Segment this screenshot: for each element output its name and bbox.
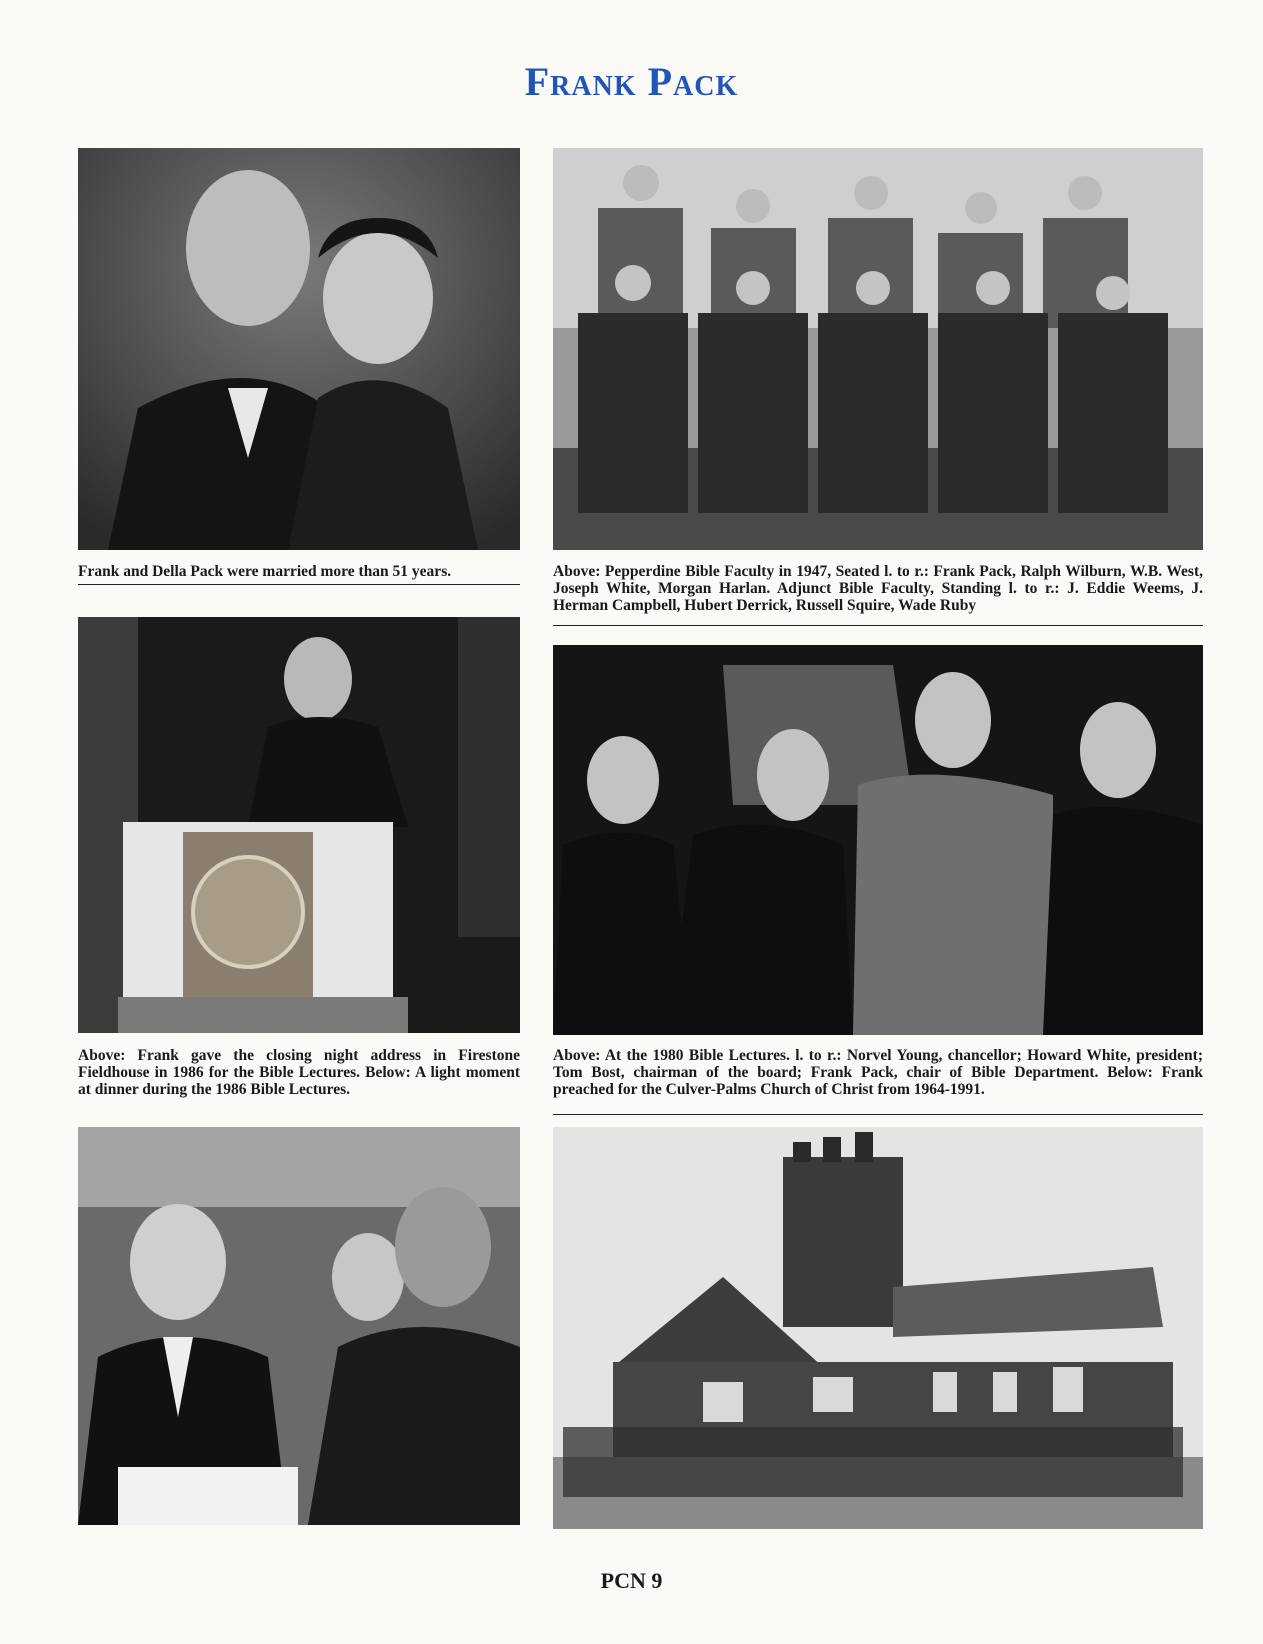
page-number: PCN 9 (600, 1568, 663, 1593)
caption-rule (78, 584, 520, 585)
photo-couple (78, 148, 520, 550)
caption-lectures: Above: At the 1980 Bible Lectures. l. to r.: Norvel Young, chancellor; Howard White, president; Tom Bost, chairman of the board; Frank Pack, chair of Bible Department. Below: Frank preached for the Culver-Palms Church of Christ from 1964-1991. (553, 1047, 1203, 1098)
photo-lectures (553, 645, 1203, 1035)
caption-rule (553, 625, 1203, 626)
photo-church (553, 1127, 1203, 1529)
photo-podium (78, 617, 520, 1033)
caption-podium: Above: Frank gave the closing night address in Firestone Fieldhouse in 1986 for the Bible Lectures. Below: A light moment at dinner during the 1986 Bible Lectures. (78, 1047, 520, 1098)
photo-faculty (553, 148, 1203, 550)
page-title: Frank Pack (524, 59, 739, 104)
caption-rule (553, 1114, 1203, 1115)
caption-faculty: Above: Pepperdine Bible Faculty in 1947, Seated l. to r.: Frank Pack, Ralph Wilburn, W.B. West, Joseph White, Morgan Harlan. Adjunct Bible Faculty, Standing l. to r.: J. Eddie Weems, J. Herman Campbell, Hubert Derrick, Russell Squire, Wade Ruby (553, 563, 1203, 614)
photo-dinner (78, 1127, 520, 1525)
caption-couple: Frank and Della Pack were married more than 51 years. (78, 563, 452, 580)
